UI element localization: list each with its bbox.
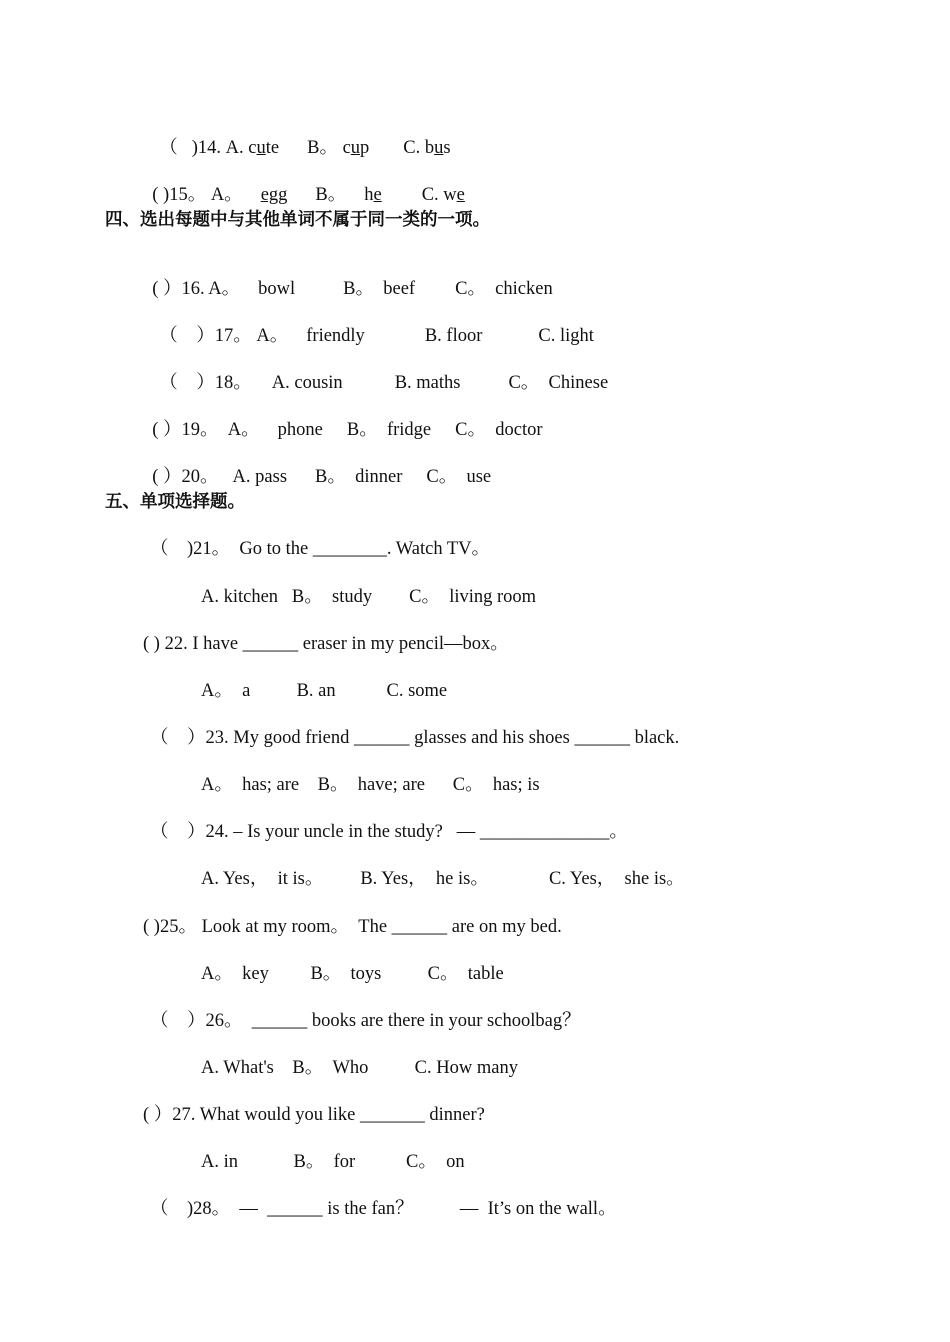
question-21-options: A. kitchen B。 study C。 living room bbox=[201, 587, 537, 607]
q19-option-b: B。 fridge bbox=[346, 420, 432, 440]
q20-option-b: B。 dinner bbox=[315, 467, 403, 487]
question-24-options: A. Yes， it is。 B. Yes， he is。 C. Yes， she is。 bbox=[201, 869, 685, 889]
question-21-stem: （ )21。 Go to the ________. Watch TV。 bbox=[150, 539, 491, 559]
q14-paren: （ bbox=[159, 138, 178, 158]
question-14 bbox=[150, 115, 451, 159]
q17-option-c: C. light bbox=[538, 326, 594, 346]
q14-option-c: C. bus bbox=[403, 138, 451, 158]
question-19: ( ）19。 A。 phone B。 fridge C。 doctor bbox=[152, 420, 543, 440]
question-25-options: A。 key B。 toys C。 table bbox=[201, 964, 504, 984]
q14-option-b: B。 cup bbox=[307, 138, 370, 158]
q15-option-c: C. we bbox=[421, 185, 465, 205]
q18-option-c: C。 Chinese bbox=[508, 373, 609, 393]
q18-option-b: B. maths bbox=[394, 373, 461, 393]
q19-option-a: phone bbox=[277, 420, 323, 440]
question-26-options: A. What's B。 Who C. How many bbox=[201, 1058, 518, 1078]
q18-option-a: A. cousin bbox=[271, 373, 343, 393]
q15-option-a: egg bbox=[260, 185, 288, 205]
q17-option-a: friendly bbox=[306, 326, 365, 346]
q16-option-b: B。 beef bbox=[343, 279, 416, 299]
q16-option-c: C。 chicken bbox=[455, 279, 553, 299]
q20-option-c: C。 use bbox=[426, 467, 492, 487]
question-25-stem: ( )25。 Look at my room。 The ______ are on my bed. bbox=[143, 917, 562, 937]
question-18: （ ）18。 A. cousin B. maths C。 Chinese bbox=[159, 373, 609, 393]
question-23-options: A。 has; are B。 have; are C。 has; is bbox=[201, 775, 540, 795]
question-15 bbox=[143, 162, 465, 206]
q16-option-a: bowl bbox=[258, 279, 296, 299]
question-23-stem: （ ）23. My good friend ______ glasses and his shoes ______ black. bbox=[150, 728, 680, 748]
q20-option-a: A. pass bbox=[232, 467, 288, 487]
question-16: ( ）16. A。 bowl B。 beef C。 chicken bbox=[152, 279, 553, 299]
question-20: ( ）20。 A. pass B。 dinner C。 use bbox=[152, 467, 492, 487]
question-24-stem: （ ）24. – Is your uncle in the study? — ______________。 bbox=[150, 822, 628, 842]
q17-option-b: B. floor bbox=[424, 326, 483, 346]
q14-option-a: )14. A. cute bbox=[191, 138, 280, 158]
question-22-options: A。 a B. an C. some bbox=[201, 681, 448, 701]
question-17: （ ）17。 A。 friendly B. floor C. light bbox=[159, 326, 594, 346]
question-22-stem: ( ) 22. I have ______ eraser in my pencil—box。 bbox=[143, 634, 509, 654]
question-28-stem: （ )28。 — ______ is the fan？ — It’s on the wall。 bbox=[150, 1199, 617, 1219]
q19-option-c: C。 doctor bbox=[455, 420, 543, 440]
question-27-options: A. in B。 for C。 on bbox=[201, 1152, 465, 1172]
question-26-stem: （ ）26。 ______ books are there in your schoolbag？ bbox=[150, 1011, 581, 1031]
section-4-heading: 四、选出每题中与其他单词不属于同一类的一项。 bbox=[105, 210, 490, 230]
question-27-stem: ( ）27. What would you like _______ dinner? bbox=[143, 1105, 485, 1125]
q15-number: ( )15。 A。 bbox=[152, 185, 243, 205]
q15-option-b: B。 he bbox=[315, 185, 382, 205]
section-5-heading: 五、单项选择题。 bbox=[105, 492, 245, 512]
